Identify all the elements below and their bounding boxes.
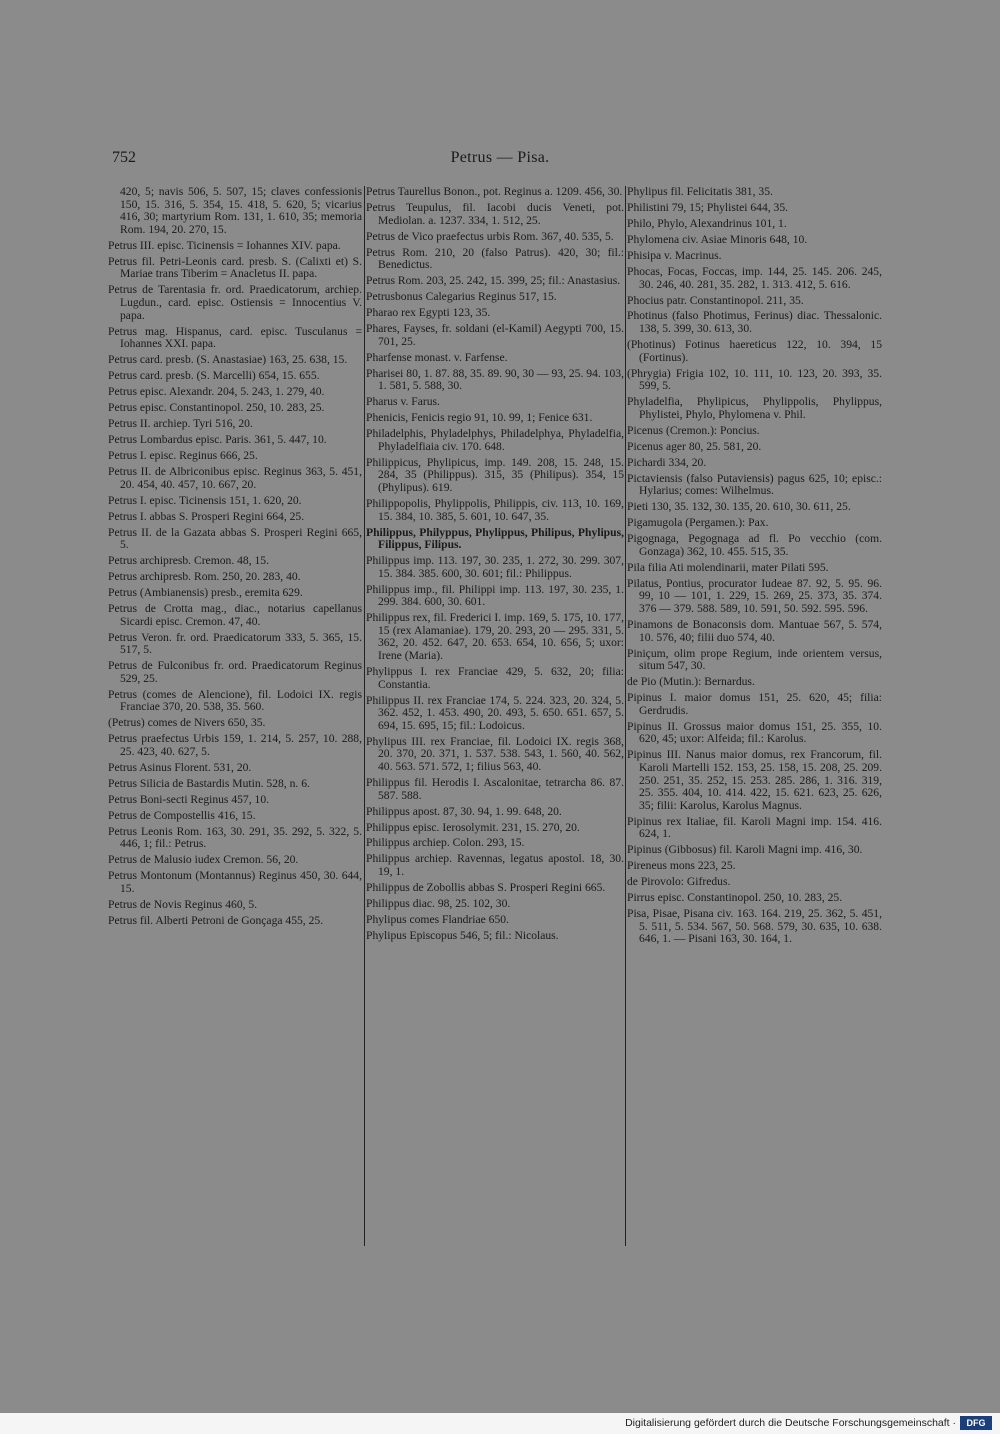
index-entry: Phenicis, Fenicis regio 91, 10. 99, 1; Fenice 631. (366, 411, 593, 425)
index-entry: Philippopolis, Phylippolis, Philippis, civ. 113, 10. 169, 15. 384, 10. 385, 5. 601, 10. 647, 35. (366, 496, 624, 523)
index-entry: Philadelphis, Phyladelphys, Philadelphya, Phyladelfia, Phyladelfiaia civ. 170. 648. (366, 427, 624, 453)
index-entry: Pharao rex Egypti 123, 35. (366, 306, 491, 320)
index-entry: Pieti 130, 35. 132, 30. 135, 20. 610, 30. 611, 25. (627, 500, 851, 514)
index-entry: Petrus Boni-secti Reginus 457, 10. (108, 792, 270, 806)
index-entry: Phyladelfia, Phylipicus, Phylippolis, Phylippus, Phylistei, Phylo, Phylomena v. Phil. (627, 395, 882, 421)
index-entry: Pipinus rex Italiae, fil. Karoli Magni imp. 154. 416. 624, 1. (627, 814, 882, 841)
index-entry: Phylippus I. rex Franciae 429, 5. 632, 20; filia: Constantia. (366, 665, 624, 691)
index-entry: Philippus imp., fil. Philippi imp. 113. 197, 30. 235, 1. 299. 384. 600, 30. 601. (366, 582, 624, 609)
index-entry: Petrus I. abbas S. Prosperi Regini 664, 25. (108, 509, 305, 523)
index-entry: Philippus, Philyppus, Phylippus, Philipus, Phylipus, Filippus, Filipus. (366, 525, 624, 552)
index-entry: Petrus I. episc. Ticinensis 151, 1. 620, 20. (108, 493, 302, 507)
index-entry: Philippus II. rex Franciae 174, 5. 224. 323, 20. 324, 5. 362. 452, 1. 453. 490, 20. 493, 5. 650. 651. 657, 5. 694, 15. 695, 15; fil.: Lodoicus. (366, 693, 624, 732)
index-entry: Pinamons de Bonaconsis dom. Mantuae 567, 5. 574, 10. 576, 40; filii duo 574, 40. (627, 618, 882, 644)
index-entry: Philo, Phylo, Alexandrinus 101, 1. (627, 216, 787, 230)
index-entry: Philippus diac. 98, 25. 102, 30. (366, 897, 511, 911)
index-entry: Petrus Teupulus, fil. Iacobi ducis Veneti, pot. Mediolan. a. 1237. 334, 1. 512, 25. (366, 200, 624, 227)
column-rule (625, 186, 626, 1246)
index-entry: Petrus Lombardus episc. Paris. 361, 5. 447, 10. (108, 433, 327, 446)
index-entry: Petrus fil. Alberti Petroni de Gonçaga 455, 25. (108, 913, 324, 927)
index-entry: Pipinus (Gibbosus) fil. Karoli Magni imp. 416, 30. (627, 843, 863, 857)
index-entry: Philippus apost. 87, 30. 94, 1. 99. 648, 20. (366, 804, 562, 818)
index-entry: (Photinus) Fotinus haereticus 122, 10. 394, 15 (Fortinus). (627, 338, 882, 364)
index-entry: Philippus fil. Herodis I. Ascalonitae, tetrarcha 86. 87. 587. 588. (366, 775, 624, 802)
index-entry: Petrus de Fulconibus fr. ord. Praedicatorum Reginus 529, 25. (108, 659, 362, 685)
index-entry: Phylipus comes Flandriae 650. (366, 913, 509, 927)
index-entry: Petrus II. archiep. Tyri 516, 20. (108, 417, 253, 431)
page-number: 752 (112, 149, 136, 166)
index-entry: Philippus episc. Ierosolymit. 231, 15. 270, 20. (366, 820, 580, 834)
index-entry: Petrus de Crotta mag., diac., notarius capellanus Sicardi episc. Cremon. 47, 40. (108, 602, 362, 628)
index-entry: Petrus II. de la Gazata abbas S. Prosperi Regini 665, 5. (108, 525, 362, 552)
index-entry: Petrus card. presb. (S. Marcelli) 654, 15. 655. (108, 369, 320, 383)
index-entry: Pipinus II. Grossus maior domus 151, 25. 355, 10. 620, 45; uxor: Alfeida; fil.: Karolus. (627, 719, 882, 746)
dfg-logo: DFG (960, 1416, 992, 1430)
index-entry: Pila filia Ati molendinarii, mater Pilati 595. (627, 560, 829, 574)
index-entry: Pirrus episc. Constantinopol. 250, 10. 283, 25. (627, 891, 843, 905)
index-entry: Petrus III. episc. Ticinensis = Iohannes XIV. papa. (108, 238, 341, 252)
index-entry: Petrus Silicia de Bastardis Mutin. 528, n. 6. (108, 776, 310, 790)
index-entry: Phylipus III. rex Franciae, fil. Lodoici IX. regis 368, 20. 370, 20. 371, 1. 537. 538. 543, 1. 560, 40. 562, 40. 563. 571. 572, 1; filius 563, 40. (366, 734, 624, 773)
index-column-3 (627, 186, 882, 949)
index-column-2 (366, 186, 624, 946)
index-entry: Petrus de Tarentasia fr. ord. Praedicatorum, archiep. Lugdun., card. episc. Ostiensis = Innocentius V. papa. (108, 283, 362, 322)
index-entry: Petrus Asinus Florent. 531, 20. (108, 760, 252, 774)
index-entry: Petrus (Ambianensis) presb., eremita 629. (108, 586, 303, 600)
index-entry: (Petrus) comes de Nivers 650, 35. (108, 716, 266, 730)
running-head: Petrus — Pisa. (450, 149, 550, 166)
index-entry: Petrus de Malusio iudex Cremon. 56, 20. (108, 853, 299, 867)
index-entry: (Phrygia) Frigia 102, 10. 111, 10. 123, 20. 393, 35. 599, 5. (627, 366, 882, 393)
index-entry: Philippicus, Phylipicus, imp. 149. 208, 15. 248, 15. 284, 35 (Philippus). 315, 35 (Philipus). 354, 15 (Phylipus). 619. (366, 455, 624, 494)
index-entry: Petrus fil. Petri-Leonis card. presb. S. (Calixti et) S. Mariae trans Tiberim = Anacletus II. papa. (108, 254, 362, 281)
index-entry: Petrus II. de Albriconibus episc. Reginus 363, 5. 451, 20. 454, 40. 457, 10. 667, 20. (108, 464, 362, 491)
index-entry: Petrus I. episc. Reginus 666, 25. (108, 448, 258, 462)
index-entry: Pigognaga, Pegognaga ad fl. Po vecchio (com. Gonzaga) 362, 10. 455. 515, 35. (627, 532, 882, 558)
index-entry: Philippus de Zobollis abbas S. Prosperi Regini 665. (366, 881, 606, 895)
index-entry: 420, 5; navis 506, 5. 507, 15; claves confessionis 150, 15. 316, 5. 354, 15. 418, 5. 620, 5; vicarius 416, 30; martyrium Rom. 131, 1. 610, 35; memoria Rom. 194, 20. 270, 15. (120, 185, 362, 236)
index-entry: Petrus Veron. fr. ord. Praedicatorum 333, 5. 365, 15. 517, 5. (108, 630, 362, 657)
index-entry: Petrus de Compostellis 416, 15. (108, 808, 256, 822)
index-entry: Pipinus I. maior domus 151, 25. 620, 45; filia: Gerdrudis. (627, 691, 882, 717)
index-entry: Petrus archipresb. Cremon. 48, 15. (108, 554, 269, 568)
index-entry: Petrus praefectus Urbis 159, 1. 214, 5. 257, 10. 288, 25. 423, 40. 627, 5. (108, 732, 362, 758)
index-entry: Petrusbonus Calegarius Reginus 517, 15. (366, 290, 557, 304)
index-entry: Pisa, Pisae, Pisana civ. 163. 164. 219, 25. 362, 5. 451, 5. 511, 5. 534. 567, 50. 568. 579, 30. 635, 10. 638. 646, 1. — Pisani 163, 30. 164, 1. (627, 907, 882, 946)
index-entry: Petrus Taurellus Bonon., pot. Reginus a. 1209. 456, 30. (366, 185, 623, 198)
index-entry: Phisipa v. Macrinus. (627, 248, 722, 262)
footer-bar (0, 1413, 1000, 1434)
index-entry: Pharisei 80, 1. 87. 88, 35. 89. 90, 30 — 93, 25. 94. 103, 1. 581, 5. 588, 30. (366, 366, 624, 393)
index-entry: de Pirovolo: Gifredus. (627, 875, 731, 889)
index-entry: Pichardi 334, 20. (627, 455, 707, 469)
index-entry: Pharfense monast. v. Farfense. (366, 350, 508, 364)
index-entry: Petrus Leonis Rom. 163, 30. 291, 35. 292, 5. 322, 5. 446, 1; fil.: Petrus. (108, 824, 362, 851)
index-entry: Petrus episc. Alexandr. 204, 5. 243, 1. 279, 40. (108, 385, 325, 399)
index-entry: Phares, Fayses, fr. soldani (el-Kamil) Aegypti 700, 15. 701, 25. (366, 322, 624, 348)
index-entry: Petrus mag. Hispanus, card. episc. Tusculanus = Iohannes XXI. papa. (108, 324, 362, 351)
index-entry: Petrus episc. Constantinopol. 250, 10. 283, 25. (108, 401, 325, 415)
index-entry: Phocas, Focas, Foccas, imp. 144, 25. 145. 206. 245, 30. 246, 40. 281, 35. 282, 1. 313. 412, 5. 616. (627, 264, 882, 291)
index-column-1 (108, 186, 362, 931)
index-entry: Philippus archiep. Ravennas, legatus apostol. 18, 30. 19, 1. (366, 852, 624, 879)
index-entry: Petrus Rom. 210, 20 (falso Patrus). 420, 30; fil.: Benedictus. (366, 245, 624, 272)
index-entry: Pireneus mons 223, 25. (627, 859, 736, 873)
index-entry: Pilatus, Pontius, procurator Iudeae 87. 92, 5. 95. 96. 99, 10 — 101, 1. 229, 15. 269, 25. 373, 35. 374. 376 — 379. 588. 589, 10. 591, 50. 592. 595. 596. (627, 576, 882, 616)
index-entry: Petrus Rom. 203, 25. 242, 15. 399, 25; fil.: Anastasius. (366, 274, 621, 288)
index-entry: Phocius patr. Constantinopol. 211, 35. (627, 293, 804, 307)
column-rule (364, 186, 365, 1246)
index-entry: Pigamugola (Pergamen.): Pax. (627, 516, 769, 530)
index-entry: Petrus Montonum (Montannus) Reginus 450, 30. 644, 15. (108, 869, 362, 896)
index-entry: de Pio (Mutin.): Bernardus. (627, 675, 755, 689)
index-entry: Phylipus Episcopus 546, 5; fil.: Nicolaus. (366, 929, 559, 942)
index-entry: Pharus v. Farus. (366, 395, 440, 409)
index-entry: Pipinus III. Nanus maior domus, rex Francorum, fil. Karoli Martelli 152. 153, 25. 158, 15. 208, 25. 209. 250. 251, 35. 252, 15. 253. 285. 286, 1. 316. 319, 25. 355. 404, 10. 414. 422, 15. 621. 623, 25. 626, 35; filii: Karolus, Karolus Magnus. (627, 748, 882, 812)
index-entry: Petrus archipresb. Rom. 250, 20. 283, 40. (108, 570, 301, 584)
index-entry: Petrus card. presb. (S. Anastasiae) 163, 25. 638, 15. (108, 353, 348, 367)
index-entry: Piniçum, olim prope Regium, inde orientem versus, situm 547, 30. (627, 646, 882, 673)
index-entry: Picenus (Cremon.): Poncius. (627, 423, 760, 437)
index-entry: Petrus (comes de Alencione), fil. Lodoici IX. regis Franciae 370, 20. 538, 35. 560. (108, 687, 362, 714)
index-entry: Petrus de Novis Reginus 460, 5. (108, 898, 258, 911)
index-entry: Philistini 79, 15; Phylistei 644, 35. (627, 200, 789, 214)
index-entry: Philippus rex, fil. Frederici I. imp. 169, 5. 175, 10. 177, 15 (rex Alamaniae). 179, 20. 293, 20 — 295. 331, 5. 362, 20. 452. 647, 20. 653. 654, 10. 656, 5; uxor: Irene (Maria). (366, 611, 624, 663)
index-entry: Phylomena civ. Asiae Minoris 648, 10. (627, 232, 808, 246)
index-entry: Philippus archiep. Colon. 293, 15. (366, 836, 525, 850)
funding-credit: Digitalisierung gefördert durch die Deutsche Forschungsgemeinschaft · (625, 1417, 956, 1429)
index-entry: Pictaviensis (falso Putaviensis) pagus 625, 10; episc.: Hylarius; comes: Wilhelmus. (627, 471, 882, 498)
index-entry: Philippus imp. 113. 197, 30. 235, 1. 272, 30. 299. 307, 15. 384. 385. 600, 30. 601; fil.: Philippus. (366, 554, 624, 580)
index-entry: Picenus ager 80, 25. 581, 20. (627, 439, 762, 453)
index-entry: Phylipus fil. Felicitatis 381, 35. (627, 185, 773, 198)
index-entry: Petrus de Vico praefectus urbis Rom. 367, 40. 535, 5. (366, 229, 614, 243)
index-entry: Photinus (falso Photimus, Ferinus) diac. Thessalonic. 138, 5. 399, 30. 613, 30. (627, 309, 882, 336)
